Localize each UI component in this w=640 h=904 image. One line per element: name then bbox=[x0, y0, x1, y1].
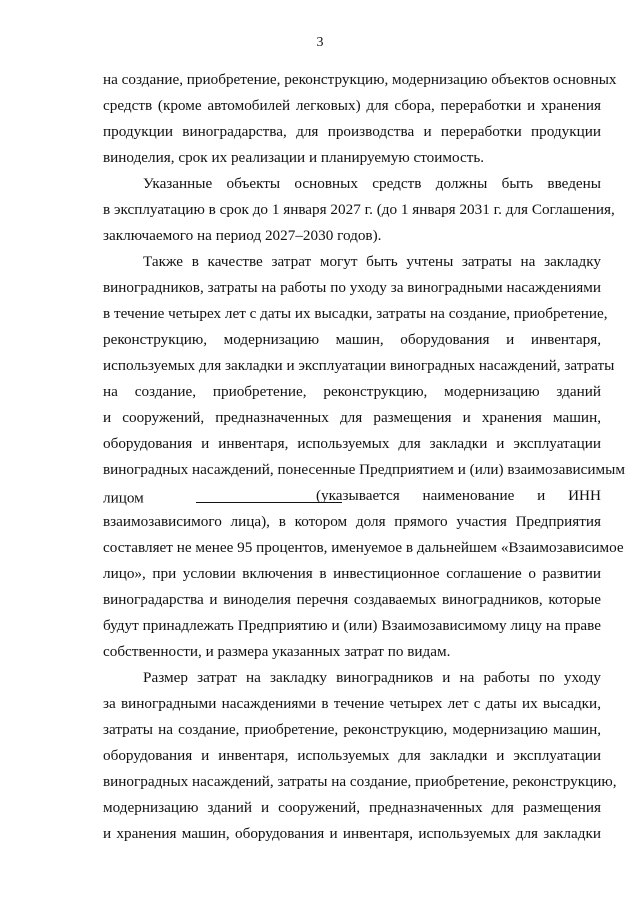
text-line: Указанные объекты основных средств должны быть введены bbox=[143, 175, 601, 192]
text-line: затраты на создание, приобретение, реконструкцию, модернизацию машин, bbox=[103, 721, 601, 738]
text-line: составляет не менее 95 процентов, именуемое в дальнейшем «Взаимозависимое bbox=[103, 539, 624, 556]
text-line: реконструкцию, модернизацию машин, оборудования и инвентаря, bbox=[103, 331, 601, 348]
line-start: лицом bbox=[103, 489, 144, 507]
text-line: продукции виноградарства, для производства и переработки продукции bbox=[103, 123, 601, 140]
text-line: лицо», при условии включения в инвестиционное соглашение о развитии bbox=[103, 565, 601, 582]
text-line: и хранения машин, оборудования и инвентаря, используемых для закладки bbox=[103, 825, 601, 842]
text-line: на создание, приобретение, реконструкцию, модернизацию объектов основных bbox=[103, 71, 617, 88]
text-line: виноградных насаждений, понесенные Предприятием и (или) взаимозависимым bbox=[103, 461, 625, 478]
text-line: виноградных насаждений, затраты на создание, приобретение, реконструкцию, bbox=[103, 773, 617, 790]
text-line: собственности, и размера указанных затрат по видам. bbox=[103, 643, 451, 660]
page-number: 3 bbox=[316, 35, 324, 50]
text-line: виноградарства и виноделия перечня создаваемых виноградников, которые bbox=[103, 591, 601, 608]
text-line: за виноградными насаждениями в течение четырех лет с даты их высадки, bbox=[103, 695, 601, 712]
text-line: Также в качестве затрат могут быть учтены затраты на закладку bbox=[143, 253, 601, 270]
text-line: Размер затрат на закладку виноградников и на работы по уходу bbox=[143, 669, 601, 686]
text-line: средств (кроме автомобилей легковых) для сбора, переработки и хранения bbox=[103, 97, 601, 114]
text-line: в эксплуатацию в срок до 1 января 2027 г. (до 1 января 2031 г. для Соглашения, bbox=[103, 201, 615, 218]
text-line: виноделия, срок их реализации и планируемую стоимость. bbox=[103, 149, 485, 166]
text-line: модернизацию зданий и сооружений, предназначенных для размещения bbox=[103, 799, 601, 816]
text-line: и сооружений, предназначенных для размещения и хранения машин, bbox=[103, 409, 601, 426]
text-line bbox=[103, 488, 342, 506]
text-line: в течение четырех лет с даты их высадки, затраты на создание, приобретение, bbox=[103, 305, 608, 322]
text-line: оборудования и инвентаря, используемых для закладки и эксплуатации bbox=[103, 435, 601, 452]
text-line: (указывается наименование и ИНН bbox=[316, 487, 601, 504]
text-line: заключаемого на период 2027–2030 годов). bbox=[103, 227, 382, 244]
text-line: на создание, приобретение, реконструкцию, модернизацию зданий bbox=[103, 383, 601, 400]
text-line: оборудования и инвентаря, используемых для закладки и эксплуатации bbox=[103, 747, 601, 764]
text-line: будут принадлежать Предприятию и (или) Взаимозависимому лицу на праве bbox=[103, 617, 601, 634]
text-line: взаимозависимого лица), в котором доля прямого участия Предприятия bbox=[103, 513, 601, 530]
text-line: используемых для закладки и эксплуатации виноградных насаждений, затраты bbox=[103, 357, 615, 374]
text-line: виноградников, затраты на работы по уходу за виноградными насаждениями bbox=[103, 279, 601, 296]
